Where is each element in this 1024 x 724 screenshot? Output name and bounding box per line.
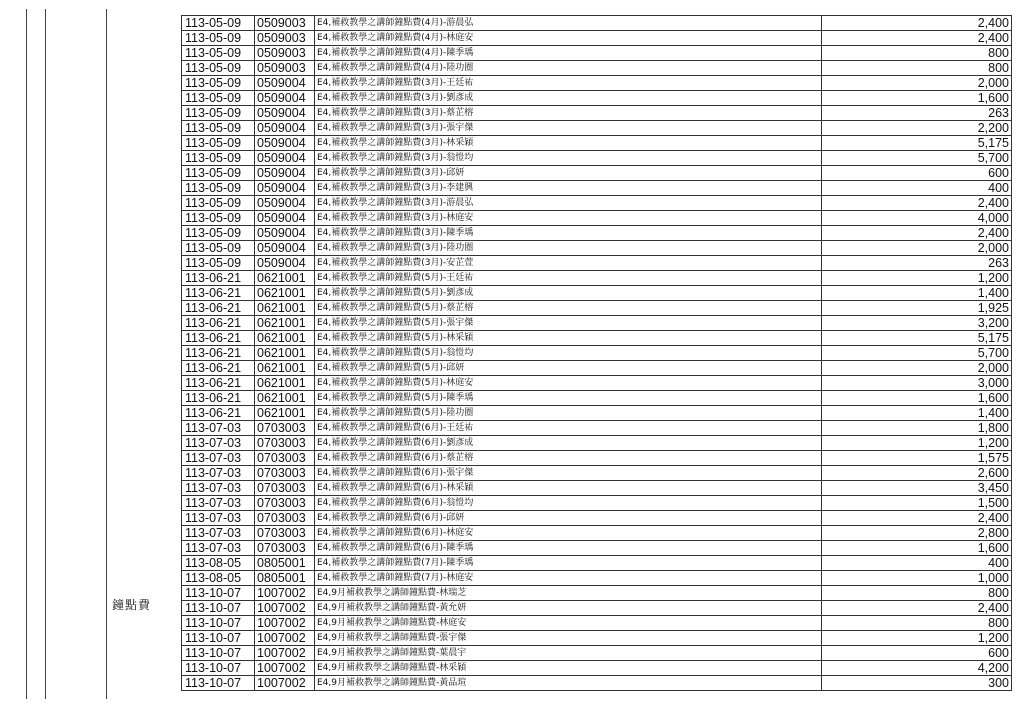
amount-cell: 2,800 [822, 526, 1012, 541]
voucher-cell: 0509003 [255, 46, 315, 61]
amount-cell: 600 [822, 166, 1012, 181]
date-cell: 113-05-09 [182, 136, 255, 151]
amount-cell: 2,400 [822, 196, 1012, 211]
date-cell: 113-06-21 [182, 361, 255, 376]
table-row [182, 391, 1012, 406]
amount-cell: 2,400 [822, 226, 1012, 241]
amount-cell: 800 [822, 61, 1012, 76]
amount-cell: 2,400 [822, 601, 1012, 616]
date-cell: 113-05-09 [182, 76, 255, 91]
summary-cell: E4,補救教學之講師鐘點費(3月)-陸功圈 [315, 241, 822, 256]
amount-cell: 5,175 [822, 136, 1012, 151]
amount-cell: 3,000 [822, 376, 1012, 391]
table-row [182, 451, 1012, 466]
date-cell: 113-05-09 [182, 121, 255, 136]
date-cell: 113-05-09 [182, 61, 255, 76]
table-row [182, 631, 1012, 646]
table-row [182, 481, 1012, 496]
date-cell: 113-06-21 [182, 331, 255, 346]
voucher-cell: 0509004 [255, 121, 315, 136]
date-cell: 113-05-09 [182, 91, 255, 106]
amount-cell: 2,200 [822, 121, 1012, 136]
voucher-cell: 0621001 [255, 316, 315, 331]
table-row [182, 226, 1012, 241]
amount-cell: 2,000 [822, 241, 1012, 256]
summary-cell: E4,補救教學之講師鐘點費(4月)-陳季瑀 [315, 46, 822, 61]
table-row [182, 181, 1012, 196]
amount-cell: 1,500 [822, 496, 1012, 511]
summary-cell: E4,補救教學之講師鐘點費(4月)-游晨弘 [315, 16, 822, 31]
summary-cell: E4,補救教學之講師鐘點費(5月)-陳季瑀 [315, 391, 822, 406]
summary-cell: E4,補救教學之講師鐘點費(4月)-陸功圈 [315, 61, 822, 76]
date-cell: 113-07-03 [182, 466, 255, 481]
amount-cell: 5,700 [822, 151, 1012, 166]
date-cell: 113-07-03 [182, 481, 255, 496]
table-row [182, 46, 1012, 61]
table-row [182, 616, 1012, 631]
voucher-cell: 0509003 [255, 61, 315, 76]
date-cell: 113-08-05 [182, 571, 255, 586]
date-cell: 113-06-21 [182, 316, 255, 331]
voucher-cell: 0703003 [255, 526, 315, 541]
summary-cell: E4,補救教學之講師鐘點費(6月)-張宇傑 [315, 466, 822, 481]
date-cell: 113-05-09 [182, 16, 255, 31]
date-cell: 113-05-09 [182, 196, 255, 211]
date-cell: 113-05-09 [182, 106, 255, 121]
date-cell: 113-10-07 [182, 616, 255, 631]
date-cell: 113-05-09 [182, 46, 255, 61]
date-cell: 113-05-09 [182, 241, 255, 256]
date-cell: 113-05-09 [182, 181, 255, 196]
voucher-cell: 1007002 [255, 646, 315, 661]
summary-cell: E4,補救教學之講師鐘點費(7月)-陳季瑀 [315, 556, 822, 571]
table-row [182, 31, 1012, 46]
amount-cell: 3,450 [822, 481, 1012, 496]
voucher-cell: 0805001 [255, 556, 315, 571]
table-row [182, 316, 1012, 331]
table-row [182, 376, 1012, 391]
amount-cell: 4,000 [822, 211, 1012, 226]
amount-cell: 1,800 [822, 421, 1012, 436]
summary-cell: E4,補救教學之講師鐘點費(3月)-李建興 [315, 181, 822, 196]
summary-cell: E4,補救教學之講師鐘點費(5月)-林庭安 [315, 376, 822, 391]
voucher-cell: 1007002 [255, 586, 315, 601]
summary-cell: E4,補救教學之講師鐘點費(3月)-蔡芷榕 [315, 106, 822, 121]
date-cell: 113-06-21 [182, 346, 255, 361]
date-cell: 113-07-03 [182, 496, 255, 511]
voucher-cell: 0621001 [255, 376, 315, 391]
voucher-cell: 0509003 [255, 31, 315, 46]
amount-cell: 600 [822, 646, 1012, 661]
summary-cell: E4,9月補救教學之講師鐘點費-黃允妍 [315, 601, 822, 616]
table-row [182, 211, 1012, 226]
date-cell: 113-06-21 [182, 301, 255, 316]
table-row [182, 601, 1012, 616]
amount-cell: 2,400 [822, 511, 1012, 526]
summary-cell: E4,補救教學之講師鐘點費(6月)-林采穎 [315, 481, 822, 496]
third-border-line [106, 9, 107, 699]
summary-cell: E4,補救教學之講師鐘點費(4月)-林庭安 [315, 31, 822, 46]
amount-cell: 800 [822, 616, 1012, 631]
table-row [182, 661, 1012, 676]
amount-cell: 1,000 [822, 571, 1012, 586]
date-cell: 113-10-07 [182, 646, 255, 661]
summary-cell: E4,9月補救教學之講師鐘點費-林瑞芝 [315, 586, 822, 601]
voucher-cell: 0509004 [255, 166, 315, 181]
table-row [182, 91, 1012, 106]
table-row [182, 301, 1012, 316]
summary-cell: E4,補救教學之講師鐘點費(3月)-劉彥成 [315, 91, 822, 106]
date-cell: 113-05-09 [182, 211, 255, 226]
summary-cell: E4,補救教學之講師鐘點費(5月)-王廷祐 [315, 271, 822, 286]
summary-cell: E4,補救教學之講師鐘點費(3月)-邱妍 [315, 166, 822, 181]
amount-cell: 400 [822, 556, 1012, 571]
date-cell: 113-08-05 [182, 556, 255, 571]
voucher-cell: 0509004 [255, 256, 315, 271]
summary-cell: E4,補救教學之講師鐘點費(5月)-陸功圈 [315, 406, 822, 421]
table-row [182, 571, 1012, 586]
amount-cell: 2,000 [822, 361, 1012, 376]
amount-cell: 1,200 [822, 631, 1012, 646]
amount-cell: 2,400 [822, 16, 1012, 31]
summary-cell: E4,補救教學之講師鐘點費(3月)-林采穎 [315, 136, 822, 151]
date-cell: 113-06-21 [182, 286, 255, 301]
table-row [182, 241, 1012, 256]
table-row [182, 331, 1012, 346]
table-row [182, 166, 1012, 181]
summary-cell: E4,補救教學之講師鐘點費(3月)-安芷萱 [315, 256, 822, 271]
date-cell: 113-06-21 [182, 406, 255, 421]
voucher-cell: 0509004 [255, 211, 315, 226]
summary-cell: E4,補救教學之講師鐘點費(6月)-王廷祐 [315, 421, 822, 436]
table-row [182, 526, 1012, 541]
voucher-cell: 0703003 [255, 451, 315, 466]
voucher-cell: 0509004 [255, 181, 315, 196]
summary-cell: E4,9月補救教學之講師鐘點費-葉晨宇 [315, 646, 822, 661]
table-row [182, 16, 1012, 31]
amount-cell: 1,200 [822, 436, 1012, 451]
table-row [182, 586, 1012, 601]
voucher-cell: 1007002 [255, 661, 315, 676]
voucher-cell: 1007002 [255, 601, 315, 616]
voucher-cell: 0509004 [255, 76, 315, 91]
voucher-cell: 0621001 [255, 361, 315, 376]
amount-cell: 1,925 [822, 301, 1012, 316]
summary-cell: E4,補救教學之講師鐘點費(3月)-游晨弘 [315, 196, 822, 211]
summary-cell: E4,補救教學之講師鐘點費(3月)-張宇傑 [315, 121, 822, 136]
date-cell: 113-05-09 [182, 256, 255, 271]
voucher-cell: 0703003 [255, 511, 315, 526]
table-row [182, 61, 1012, 76]
summary-cell: E4,補救教學之講師鐘點費(6月)-劉彥成 [315, 436, 822, 451]
table-row [182, 436, 1012, 451]
table-row [182, 76, 1012, 91]
amount-cell: 800 [822, 586, 1012, 601]
voucher-cell: 0703003 [255, 466, 315, 481]
ledger-table [181, 15, 1012, 691]
table-row [182, 541, 1012, 556]
voucher-cell: 0509004 [255, 91, 315, 106]
table-row [182, 676, 1012, 691]
table-row [182, 121, 1012, 136]
date-cell: 113-07-03 [182, 451, 255, 466]
summary-cell: E4,9月補救教學之講師鐘點費-張宇傑 [315, 631, 822, 646]
amount-cell: 800 [822, 46, 1012, 61]
summary-cell: E4,補救教學之講師鐘點費(6月)-邱妍 [315, 511, 822, 526]
table-row [182, 346, 1012, 361]
voucher-cell: 0703003 [255, 421, 315, 436]
summary-cell: E4,補救教學之講師鐘點費(3月)-林庭安 [315, 211, 822, 226]
voucher-cell: 1007002 [255, 616, 315, 631]
date-cell: 113-07-03 [182, 421, 255, 436]
amount-cell: 263 [822, 256, 1012, 271]
table-row [182, 106, 1012, 121]
summary-cell: E4,補救教學之講師鐘點費(5月)-劉彥成 [315, 286, 822, 301]
date-cell: 113-06-21 [182, 376, 255, 391]
amount-cell: 1,400 [822, 406, 1012, 421]
table-row [182, 136, 1012, 151]
amount-cell: 5,700 [822, 346, 1012, 361]
date-cell: 113-05-09 [182, 226, 255, 241]
voucher-cell: 0509004 [255, 136, 315, 151]
voucher-cell: 0621001 [255, 391, 315, 406]
date-cell: 113-10-07 [182, 631, 255, 646]
date-cell: 113-05-09 [182, 166, 255, 181]
voucher-cell: 0621001 [255, 406, 315, 421]
voucher-cell: 0509004 [255, 196, 315, 211]
amount-cell: 300 [822, 676, 1012, 691]
table-row [182, 646, 1012, 661]
date-cell: 113-07-03 [182, 511, 255, 526]
amount-cell: 1,400 [822, 286, 1012, 301]
summary-cell: E4,補救教學之講師鐘點費(5月)-邱妍 [315, 361, 822, 376]
date-cell: 113-05-09 [182, 151, 255, 166]
date-cell: 113-07-03 [182, 436, 255, 451]
voucher-cell: 0703003 [255, 481, 315, 496]
date-cell: 113-07-03 [182, 541, 255, 556]
date-cell: 113-10-07 [182, 676, 255, 691]
summary-cell: E4,補救教學之講師鐘點費(5月)-張宇傑 [315, 316, 822, 331]
voucher-cell: 0509004 [255, 106, 315, 121]
summary-cell: E4,補救教學之講師鐘點費(7月)-林庭安 [315, 571, 822, 586]
summary-cell: E4,補救教學之講師鐘點費(6月)-翁愷均 [315, 496, 822, 511]
date-cell: 113-10-07 [182, 586, 255, 601]
table-row [182, 556, 1012, 571]
voucher-cell: 1007002 [255, 631, 315, 646]
table-row [182, 466, 1012, 481]
summary-cell: E4,補救教學之講師鐘點費(6月)-蔡芷榕 [315, 451, 822, 466]
date-cell: 113-06-21 [182, 271, 255, 286]
date-cell: 113-10-07 [182, 601, 255, 616]
summary-cell: E4,補救教學之講師鐘點費(5月)-林采穎 [315, 331, 822, 346]
amount-cell: 5,175 [822, 331, 1012, 346]
summary-cell: E4,9月補救教學之講師鐘點費-林庭安 [315, 616, 822, 631]
summary-cell: E4,9月補救教學之講師鐘點費-林采穎 [315, 661, 822, 676]
voucher-cell: 0509004 [255, 226, 315, 241]
summary-cell: E4,補救教學之講師鐘點費(3月)-王廷祐 [315, 76, 822, 91]
voucher-cell: 0805001 [255, 571, 315, 586]
summary-cell: E4,補救教學之講師鐘點費(3月)-陳季瑀 [315, 226, 822, 241]
table-row [182, 511, 1012, 526]
table-row [182, 151, 1012, 166]
voucher-cell: 0703003 [255, 541, 315, 556]
amount-cell: 4,200 [822, 661, 1012, 676]
date-cell: 113-06-21 [182, 391, 255, 406]
summary-cell: E4,9月補救教學之講師鐘點費-黃品瑄 [315, 676, 822, 691]
table-row [182, 196, 1012, 211]
date-cell: 113-05-09 [182, 31, 255, 46]
summary-cell: E4,補救教學之講師鐘點費(5月)-翁愷均 [315, 346, 822, 361]
summary-cell: E4,補救教學之講師鐘點費(5月)-蔡芷榕 [315, 301, 822, 316]
voucher-cell: 0621001 [255, 286, 315, 301]
voucher-cell: 0621001 [255, 346, 315, 361]
date-cell: 113-07-03 [182, 526, 255, 541]
date-cell: 113-10-07 [182, 661, 255, 676]
voucher-cell: 0509003 [255, 16, 315, 31]
amount-cell: 2,600 [822, 466, 1012, 481]
left-border-line [26, 9, 27, 699]
table-row [182, 496, 1012, 511]
voucher-cell: 0703003 [255, 436, 315, 451]
table-row [182, 256, 1012, 271]
voucher-cell: 0509004 [255, 241, 315, 256]
amount-cell: 1,200 [822, 271, 1012, 286]
table-row [182, 271, 1012, 286]
voucher-cell: 0621001 [255, 301, 315, 316]
table-row [182, 361, 1012, 376]
voucher-cell: 1007002 [255, 676, 315, 691]
table-row [182, 406, 1012, 421]
voucher-cell: 0509004 [255, 151, 315, 166]
amount-cell: 1,600 [822, 91, 1012, 106]
summary-cell: E4,補救教學之講師鐘點費(6月)-林庭安 [315, 526, 822, 541]
table-row [182, 286, 1012, 301]
amount-cell: 2,400 [822, 31, 1012, 46]
amount-cell: 1,600 [822, 541, 1012, 556]
voucher-cell: 0703003 [255, 496, 315, 511]
ledger-body [182, 16, 1012, 691]
amount-cell: 3,200 [822, 316, 1012, 331]
voucher-cell: 0621001 [255, 331, 315, 346]
table-row [182, 421, 1012, 436]
category-label: 鐘點費 [112, 598, 152, 612]
summary-cell: E4,補救教學之講師鐘點費(3月)-翁愷均 [315, 151, 822, 166]
amount-cell: 1,600 [822, 391, 1012, 406]
summary-cell: E4,補救教學之講師鐘點費(6月)-陳季瑀 [315, 541, 822, 556]
amount-cell: 1,575 [822, 451, 1012, 466]
amount-cell: 263 [822, 106, 1012, 121]
amount-cell: 2,000 [822, 76, 1012, 91]
amount-cell: 400 [822, 181, 1012, 196]
voucher-cell: 0621001 [255, 271, 315, 286]
second-border-line [45, 9, 46, 699]
